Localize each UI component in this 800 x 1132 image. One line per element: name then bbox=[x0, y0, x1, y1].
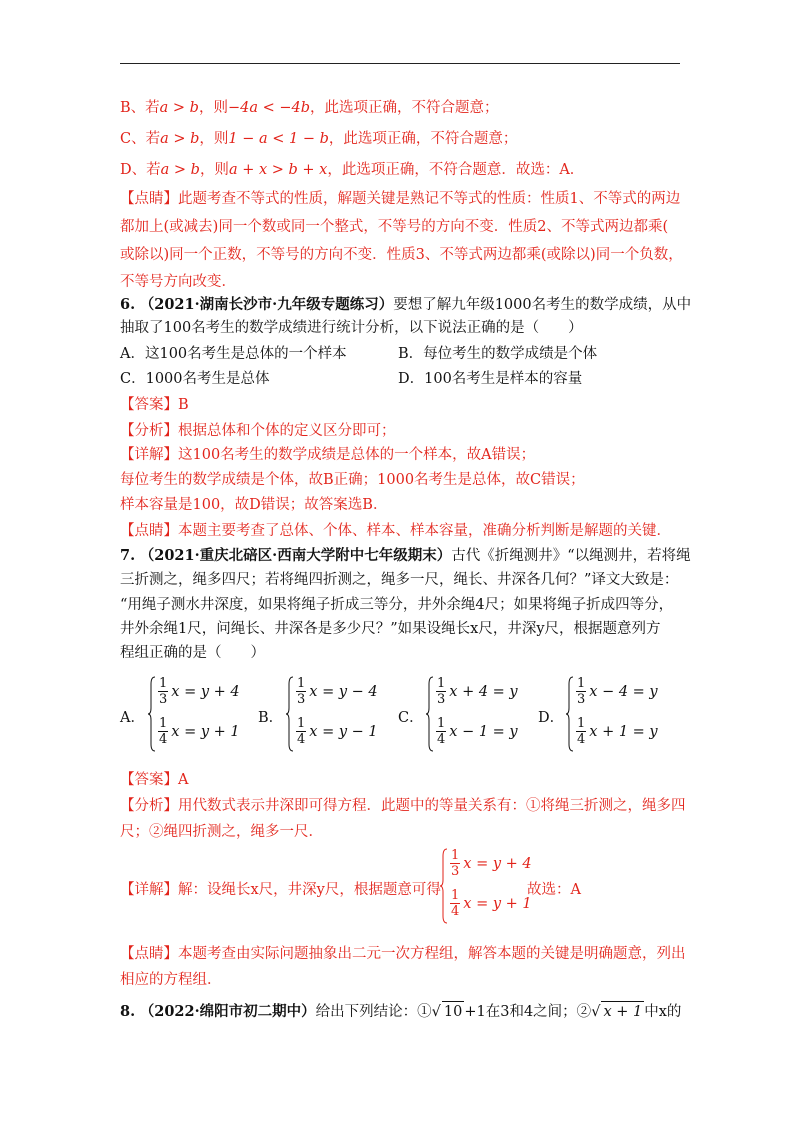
q5-dianjing-line3: 或除以)同一个正数，不等号的方向不变．性质3、不等式两边都乘(或除以)同一个负数， bbox=[120, 247, 683, 263]
q6-stem-line1: 6. （2021·湖南长沙市·九年级专题练习）要想了解九年级1000名考生的数学成绩，从中 bbox=[120, 296, 692, 313]
q7-stem-line1: 7. （2021·重庆北碚区·西南大学附中七年级期末）古代《折绳测井》“以绳测井，若将绳 bbox=[120, 547, 691, 564]
q7-stem-line2: 三折测之，绳多四尺；若将绳四折测之，绳多一尺，绳长、井深各几何？”译文大致是： bbox=[120, 572, 679, 588]
option-b-explanation: B、若a > b，则−4a < −4b，此选项正确，不符合题意； bbox=[120, 100, 499, 116]
q5-dianjing-line4: 不等号方向改变． bbox=[120, 274, 236, 290]
q7-solution-eq2: $\frac{1}{4}$ x = y + 1 bbox=[451, 888, 532, 919]
q8-stem: 8. （2022·绵阳市初二期中）给出下列结论：①√ 10 +1在3和4之间；②√ x + 1 中x的 bbox=[120, 1003, 682, 1020]
q6-stem-line2: 抽取了100名考生的数学成绩进行统计分析，以下说法正确的是（ ） bbox=[120, 320, 583, 336]
brace-icon bbox=[440, 848, 448, 924]
brace-icon bbox=[286, 676, 294, 752]
q6-xiangjie-line1: 【详解】这100名考生的数学成绩是总体的一个样本，故A错误； bbox=[120, 447, 536, 463]
brace-icon bbox=[566, 676, 574, 752]
q7-xiangjie-intro: 【详解】解：设绳长x尺，井深y尺，根据题意可得 bbox=[120, 882, 441, 898]
q7-option-a: A． $\frac{1}{3}$ x = y + 4 $\frac{1}{4}$ x = y + 1 bbox=[120, 676, 250, 754]
q6-option-a: A．这100名考生是总体的一个样本 bbox=[120, 346, 347, 362]
q7-fenxi-line2: 尺；②绳四折测之，绳多一尺． bbox=[120, 824, 323, 840]
q7-fenxi-line1: 【分析】用代数式表示井深即可得方程．此题中的等量关系有：①将绳三折测之，绳多四 bbox=[120, 798, 686, 814]
q7-b-eq1: $\frac{1}{3}$ x = y − 4 bbox=[297, 676, 378, 707]
q7-option-d: D． $\frac{1}{3}$ x − 4 = y $\frac{1}{4}$ x + 1 = y bbox=[538, 676, 668, 754]
q6-fenxi: 【分析】根据总体和个体的定义区分即可； bbox=[120, 423, 396, 439]
q7-c-eq1: $\frac{1}{3}$ x + 4 = y bbox=[437, 676, 518, 707]
q7-dianjing-line2: 相应的方程组． bbox=[120, 972, 222, 988]
brace-icon bbox=[148, 676, 156, 752]
option-d-explanation: D、若a > b，则a + x > b + x，此选项正确，不符合题意．故选：A． bbox=[120, 162, 585, 178]
q5-dianjing-line1: 【点睛】此题考查不等式的性质，解题关键是熟记不等式的性质：性质1、不等式的两边 bbox=[120, 191, 681, 207]
q7-option-c: C． $\frac{1}{3}$ x + 4 = y $\frac{1}{4}$ x − 1 = y bbox=[398, 676, 528, 754]
q7-answer: 【答案】A bbox=[120, 772, 189, 788]
q7-b-eq2: $\frac{1}{4}$ x = y − 1 bbox=[297, 716, 378, 747]
q7-stem-line3: “用绳子测水井深度，如果将绳子折成三等分，井外余绳4尺；如果将绳子折成四等分， bbox=[120, 597, 674, 613]
q7-solution-system bbox=[440, 848, 532, 926]
q7-stem-line4: 井外余绳1尺，问绳长、井深各是多少尺？”如果设绳长x尺，井深y尺，根据题意列方 bbox=[120, 621, 661, 637]
q6-dianjing: 【点睛】本题主要考查了总体、个体、样本、样本容量，准确分析判断是解题的关键． bbox=[120, 523, 671, 539]
header-rule bbox=[120, 63, 680, 64]
q7-d-eq2: $\frac{1}{4}$ x + 1 = y bbox=[577, 716, 658, 747]
q7-solution-eq1: $\frac{1}{3}$ x = y + 4 bbox=[451, 848, 532, 879]
q5-dianjing-line2: 都加上(或减去)同一个数或同一个整式，不等号的方向不变．性质2、不等式两边都乘( bbox=[120, 219, 669, 235]
q6-option-c: C．1000名考生是总体 bbox=[120, 371, 270, 387]
q6-xiangjie-line3: 样本容量是100，故D错误；故答案选B． bbox=[120, 497, 388, 513]
q7-dianjing-line1: 【点睛】本题考查由实际问题抽象出二元一次方程组，解答本题的关键是明确题意，列出 bbox=[120, 946, 686, 962]
q7-xiangjie-choice: 故选：A bbox=[527, 882, 581, 898]
q6-option-d: D．100名考生是样本的容量 bbox=[398, 371, 583, 387]
q7-d-eq1: $\frac{1}{3}$ x − 4 = y bbox=[577, 676, 658, 707]
q7-c-eq2: $\frac{1}{4}$ x − 1 = y bbox=[437, 716, 518, 747]
q6-option-b: B．每位考生的数学成绩是个体 bbox=[398, 346, 598, 362]
q7-a-eq2: $\frac{1}{4}$ x = y + 1 bbox=[159, 716, 240, 747]
q7-stem-line5: 程组正确的是（ ） bbox=[120, 645, 265, 661]
q7-option-b: B． $\frac{1}{3}$ x = y − 4 $\frac{1}{4}$ x = y − 1 bbox=[258, 676, 388, 754]
brace-icon bbox=[426, 676, 434, 752]
q6-answer: 【答案】B bbox=[120, 397, 189, 413]
q6-xiangjie-line2: 每位考生的数学成绩是个体，故B正确；1000名考生是总体，故C错误； bbox=[120, 472, 585, 488]
option-c-explanation: C、若a > b，则1 − a < 1 − b，此选项正确，不符合题意； bbox=[120, 131, 518, 147]
q7-a-eq1: $\frac{1}{3}$ x = y + 4 bbox=[159, 676, 240, 707]
